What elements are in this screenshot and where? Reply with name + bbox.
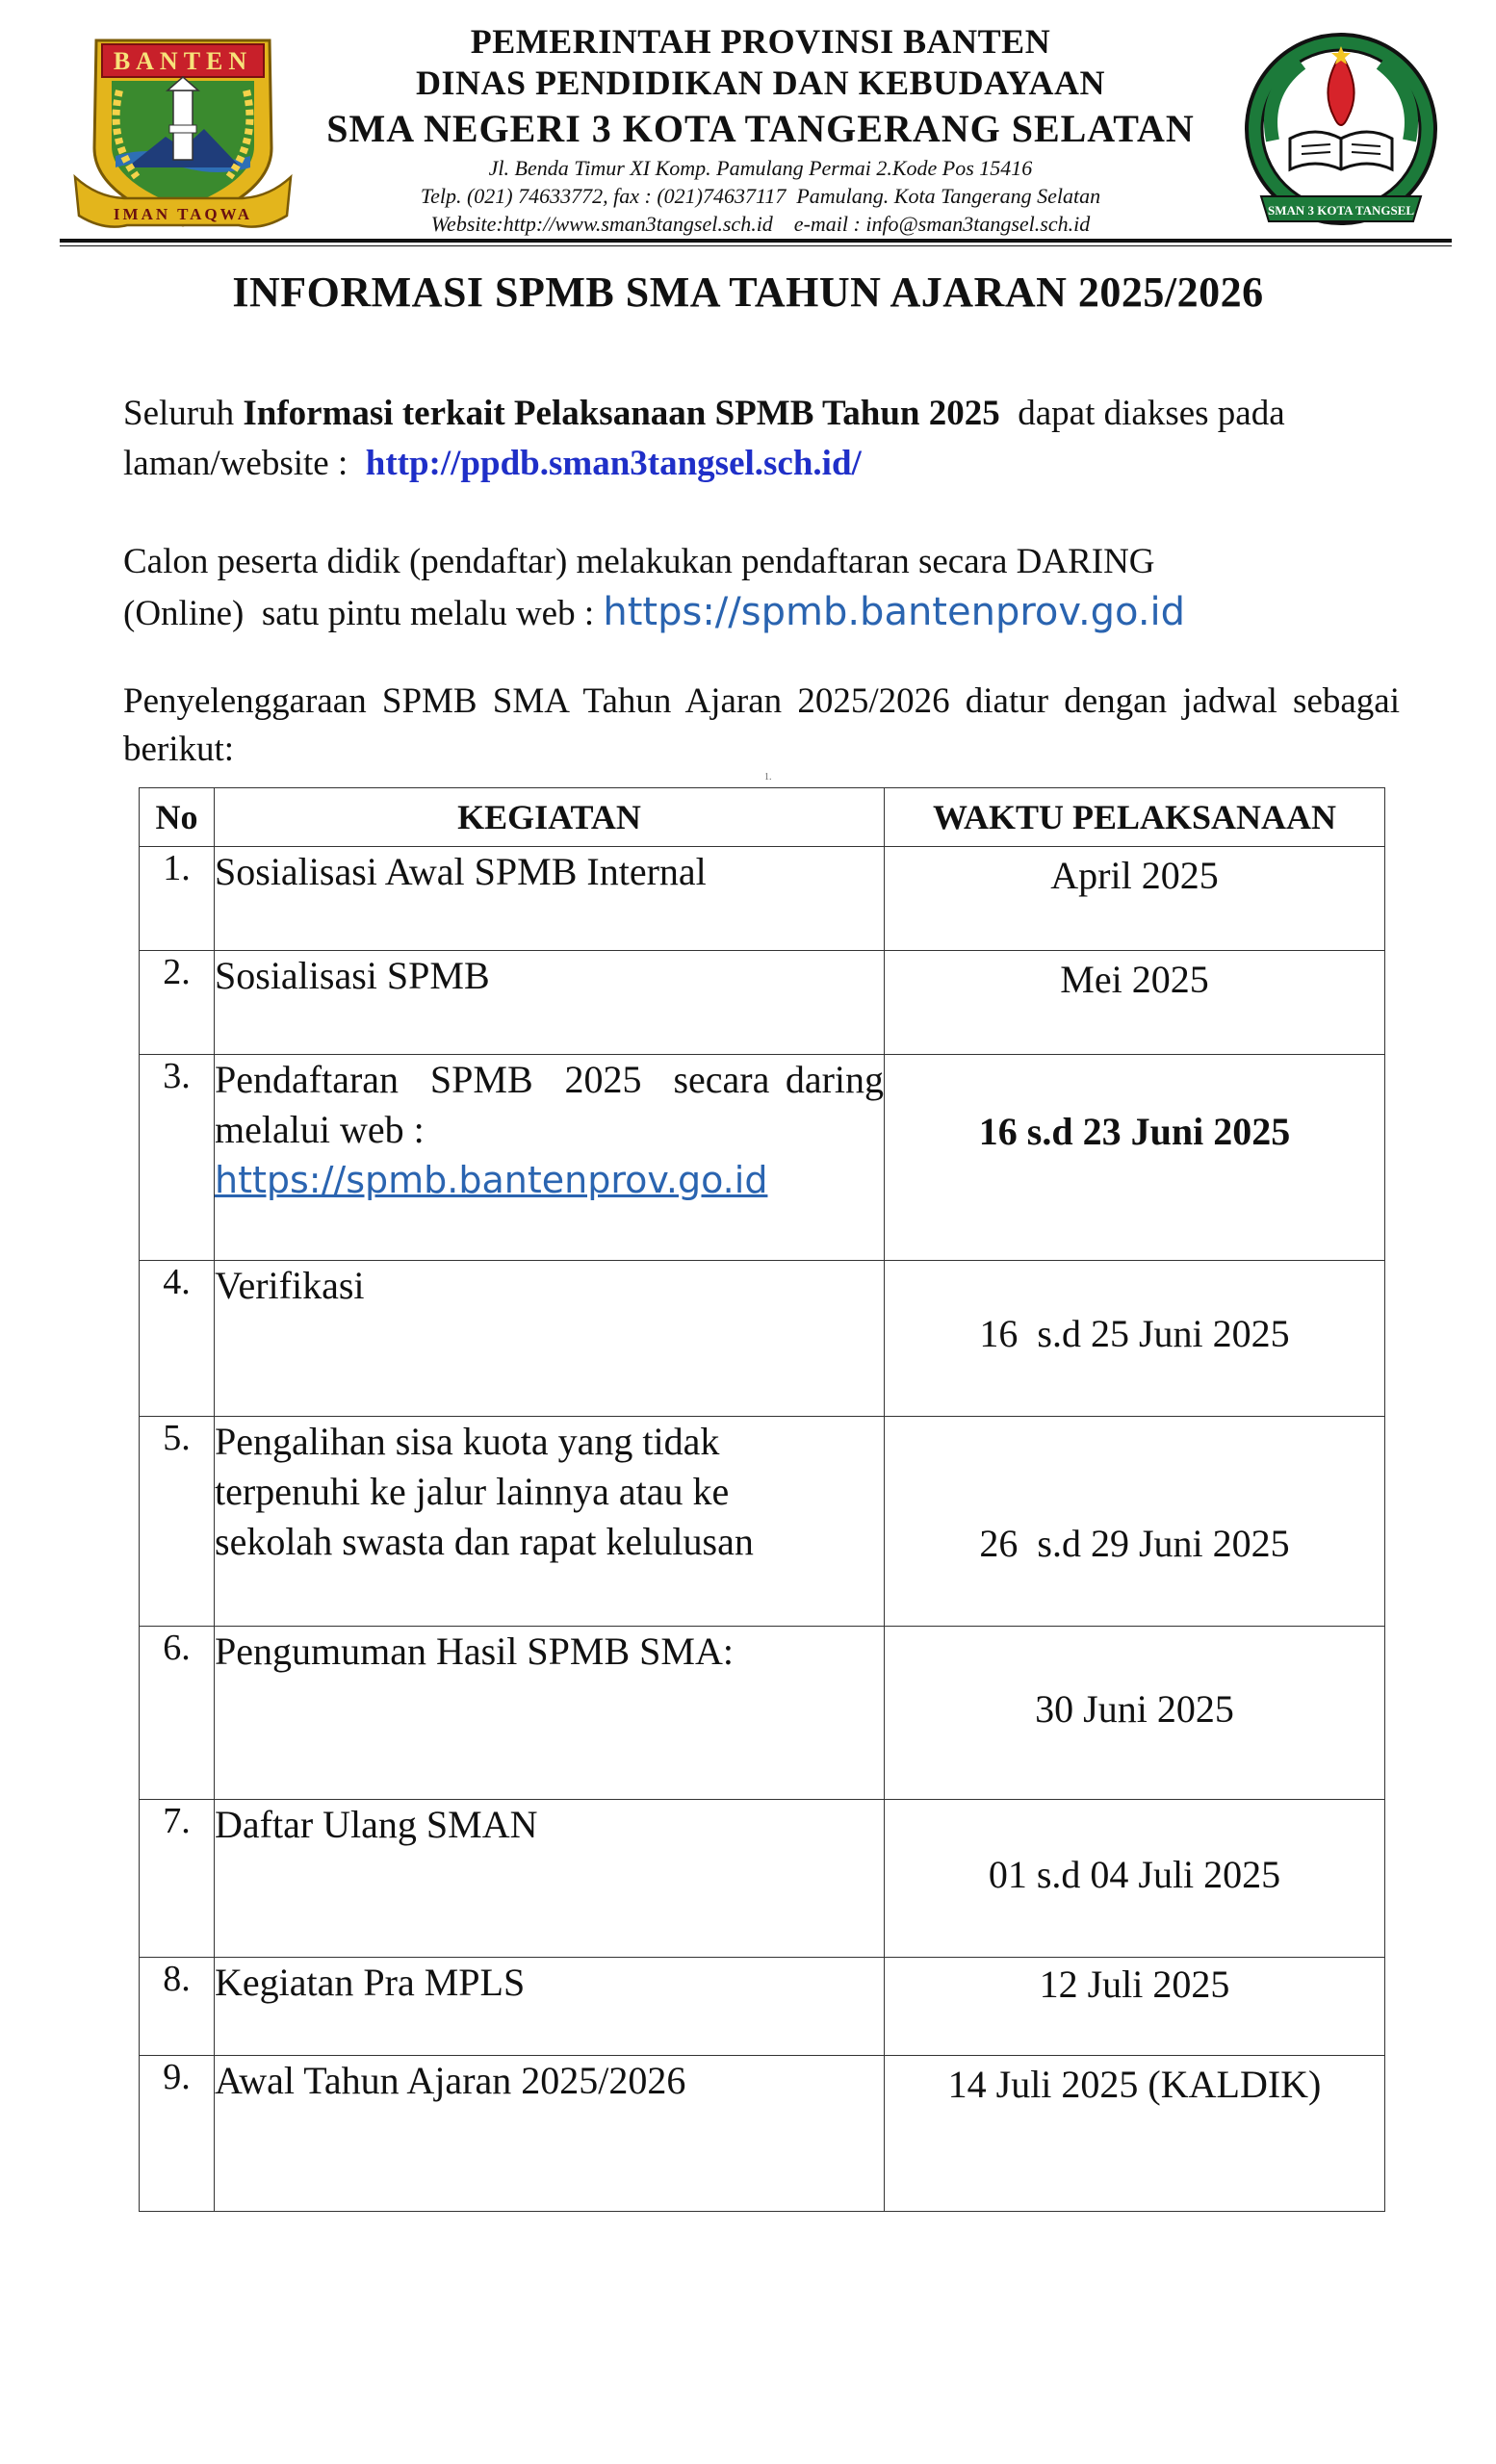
row-no: 2. — [140, 951, 215, 1055]
header-kegiatan: KEGIATAN — [215, 788, 885, 847]
school-emblem-logo — [1234, 25, 1448, 239]
letterhead-government: PEMERINTAH PROVINSI BANTEN — [470, 22, 1051, 61]
spmb-banten-table-link[interactable]: https://spmb.bantenprov.go.id — [215, 1159, 768, 1201]
intro2-line1: Calon peserta didik (pendaftar) melakukan pendaftaran secara DARING — [123, 542, 1155, 581]
row-kegiatan — [215, 1417, 885, 1627]
table-row — [140, 1800, 1385, 1958]
intro-paragraph-schedule: Penyelenggaraan SPMB SMA Tahun Ajaran 2025/2026 diatur dengan jadwal sebagai berikut: — [123, 681, 1400, 769]
row-kegiatan — [215, 1055, 903, 1261]
intro1-prefix: Seluruh — [123, 394, 244, 433]
footnote-mark: 1. — [764, 772, 772, 783]
row-waktu — [885, 1800, 1385, 1958]
letterhead-rule-thin — [60, 245, 1452, 246]
row-kegiatan-line: Pengalihan sisa kuota yang tidak — [215, 1420, 720, 1463]
row-kegiatan: Awal Tahun Ajaran 2025/2026 — [215, 2056, 885, 2212]
svg-text:BANTEN: BANTEN — [113, 47, 253, 75]
row-waktu-text: 26 s.d 29 Juni 2025 — [979, 1522, 1290, 1565]
schedule-table — [139, 787, 1385, 2212]
spmb-banten-link[interactable]: https://spmb.bantenprov.go.id — [603, 590, 1186, 634]
row-waktu-text: 16 s.d 25 Juni 2025 — [979, 1312, 1290, 1355]
letterhead — [0, 0, 1496, 250]
table-row — [140, 847, 1385, 951]
row-waktu — [885, 1958, 1385, 2056]
table-row — [140, 1958, 1385, 2056]
row-waktu-text: 16 s.d 23 Juni 2025 — [978, 1110, 1291, 1153]
row-waktu — [885, 2056, 1385, 2212]
row-no: 8. — [140, 1958, 215, 2056]
row-no: 3. — [140, 1055, 215, 1261]
row-waktu — [885, 1055, 1385, 1261]
table-row — [140, 1417, 1385, 1627]
letterhead-rule-thick — [60, 239, 1452, 243]
row-waktu — [885, 1261, 1385, 1417]
row-no: 9. — [140, 2056, 215, 2212]
row-no: 5. — [140, 1417, 215, 1627]
row-kegiatan: Verifikasi — [215, 1261, 885, 1417]
row-kegiatan: Sosialisasi Awal SPMB Internal — [215, 847, 885, 951]
header-waktu: WAKTU PELAKSANAAN — [885, 788, 1385, 847]
letterhead-department: DINAS PENDIDIKAN DAN KEBUDAYAAN — [416, 64, 1105, 102]
letterhead-school-name: SMA NEGERI 3 KOTA TANGERANG SELATAN — [326, 107, 1195, 150]
letterhead-text — [289, 21, 1232, 238]
row-kegiatan-line: terpenuhi ke jalur lainnya atau ke — [215, 1470, 730, 1513]
intro1-bold: Informasi terkait Pelaksanaan SPMB Tahun 2025 — [243, 394, 1000, 433]
letterhead-address: Jl. Benda Timur XI Komp. Pamulang Permai 2.Kode Pos 15416 — [488, 156, 1033, 180]
table-row — [140, 1055, 1385, 1261]
row-waktu-text: 01 s.d 04 Juli 2025 — [988, 1853, 1281, 1896]
banten-province-crest-logo — [69, 33, 297, 231]
row-waktu-text: Mei 2025 — [1060, 958, 1209, 1001]
row-waktu — [885, 951, 1385, 1055]
row-waktu-text: 30 Juni 2025 — [1035, 1687, 1234, 1731]
document-title: INFORMASI SPMB SMA TAHUN AJARAN 2025/2026 — [232, 269, 1264, 316]
table-row — [140, 2056, 1385, 2212]
row-kegiatan: Pengumuman Hasil SPMB SMA: — [215, 1627, 885, 1800]
intro-paragraph-registration — [123, 537, 1400, 639]
row-waktu — [885, 847, 1385, 951]
row-waktu-text: April 2025 — [1050, 854, 1219, 897]
row-kegiatan-line: sekolah swasta dan rapat kelulusan — [215, 1520, 754, 1563]
row-waktu-text: 12 Juli 2025 — [1039, 1963, 1230, 2006]
table-header-row — [140, 788, 1385, 847]
header-no: No — [140, 788, 215, 847]
intro2-line2-prefix: (Online) satu pintu melalu web : — [123, 594, 604, 633]
row-kegiatan: Kegiatan Pra MPLS — [215, 1958, 885, 2056]
row-kegiatan-text: Pendaftaran SPMB 2025 secara daring melalui web : — [215, 1058, 903, 1151]
row-no: 4. — [140, 1261, 215, 1417]
row-kegiatan: Sosialisasi SPMB — [215, 951, 885, 1055]
row-waktu-text: 14 Juli 2025 (KALDIK) — [947, 2063, 1322, 2106]
row-kegiatan: Daftar Ulang SMAN — [215, 1800, 885, 1958]
school-ppdb-link[interactable]: http://ppdb.sman3tangsel.sch.id/ — [365, 444, 862, 483]
svg-text:IMAN TAQWA: IMAN TAQWA — [113, 205, 253, 223]
letterhead-web-email: Website:http://www.sman3tangsel.sch.id e-mail : info@sman3tangsel.sch.id — [430, 212, 1091, 236]
intro1-line2-prefix: laman/website : — [123, 444, 366, 483]
table-row — [140, 1261, 1385, 1417]
row-no: 7. — [140, 1800, 215, 1958]
intro-paragraph-info — [123, 389, 1400, 489]
row-no: 1. — [140, 847, 215, 951]
table-row — [140, 1627, 1385, 1800]
row-waktu — [885, 1627, 1385, 1800]
row-no: 6. — [140, 1627, 215, 1800]
row-waktu — [885, 1417, 1385, 1627]
intro1-suffix: dapat diakses pada — [999, 394, 1285, 433]
table-row — [140, 951, 1385, 1055]
letterhead-phone: Telp. (021) 74633772, fax : (021)74637117 Pamulang. Kota Tangerang Selatan — [420, 184, 1101, 208]
svg-text:SMAN 3 KOTA TANGSEL: SMAN 3 KOTA TANGSEL — [1267, 203, 1415, 218]
